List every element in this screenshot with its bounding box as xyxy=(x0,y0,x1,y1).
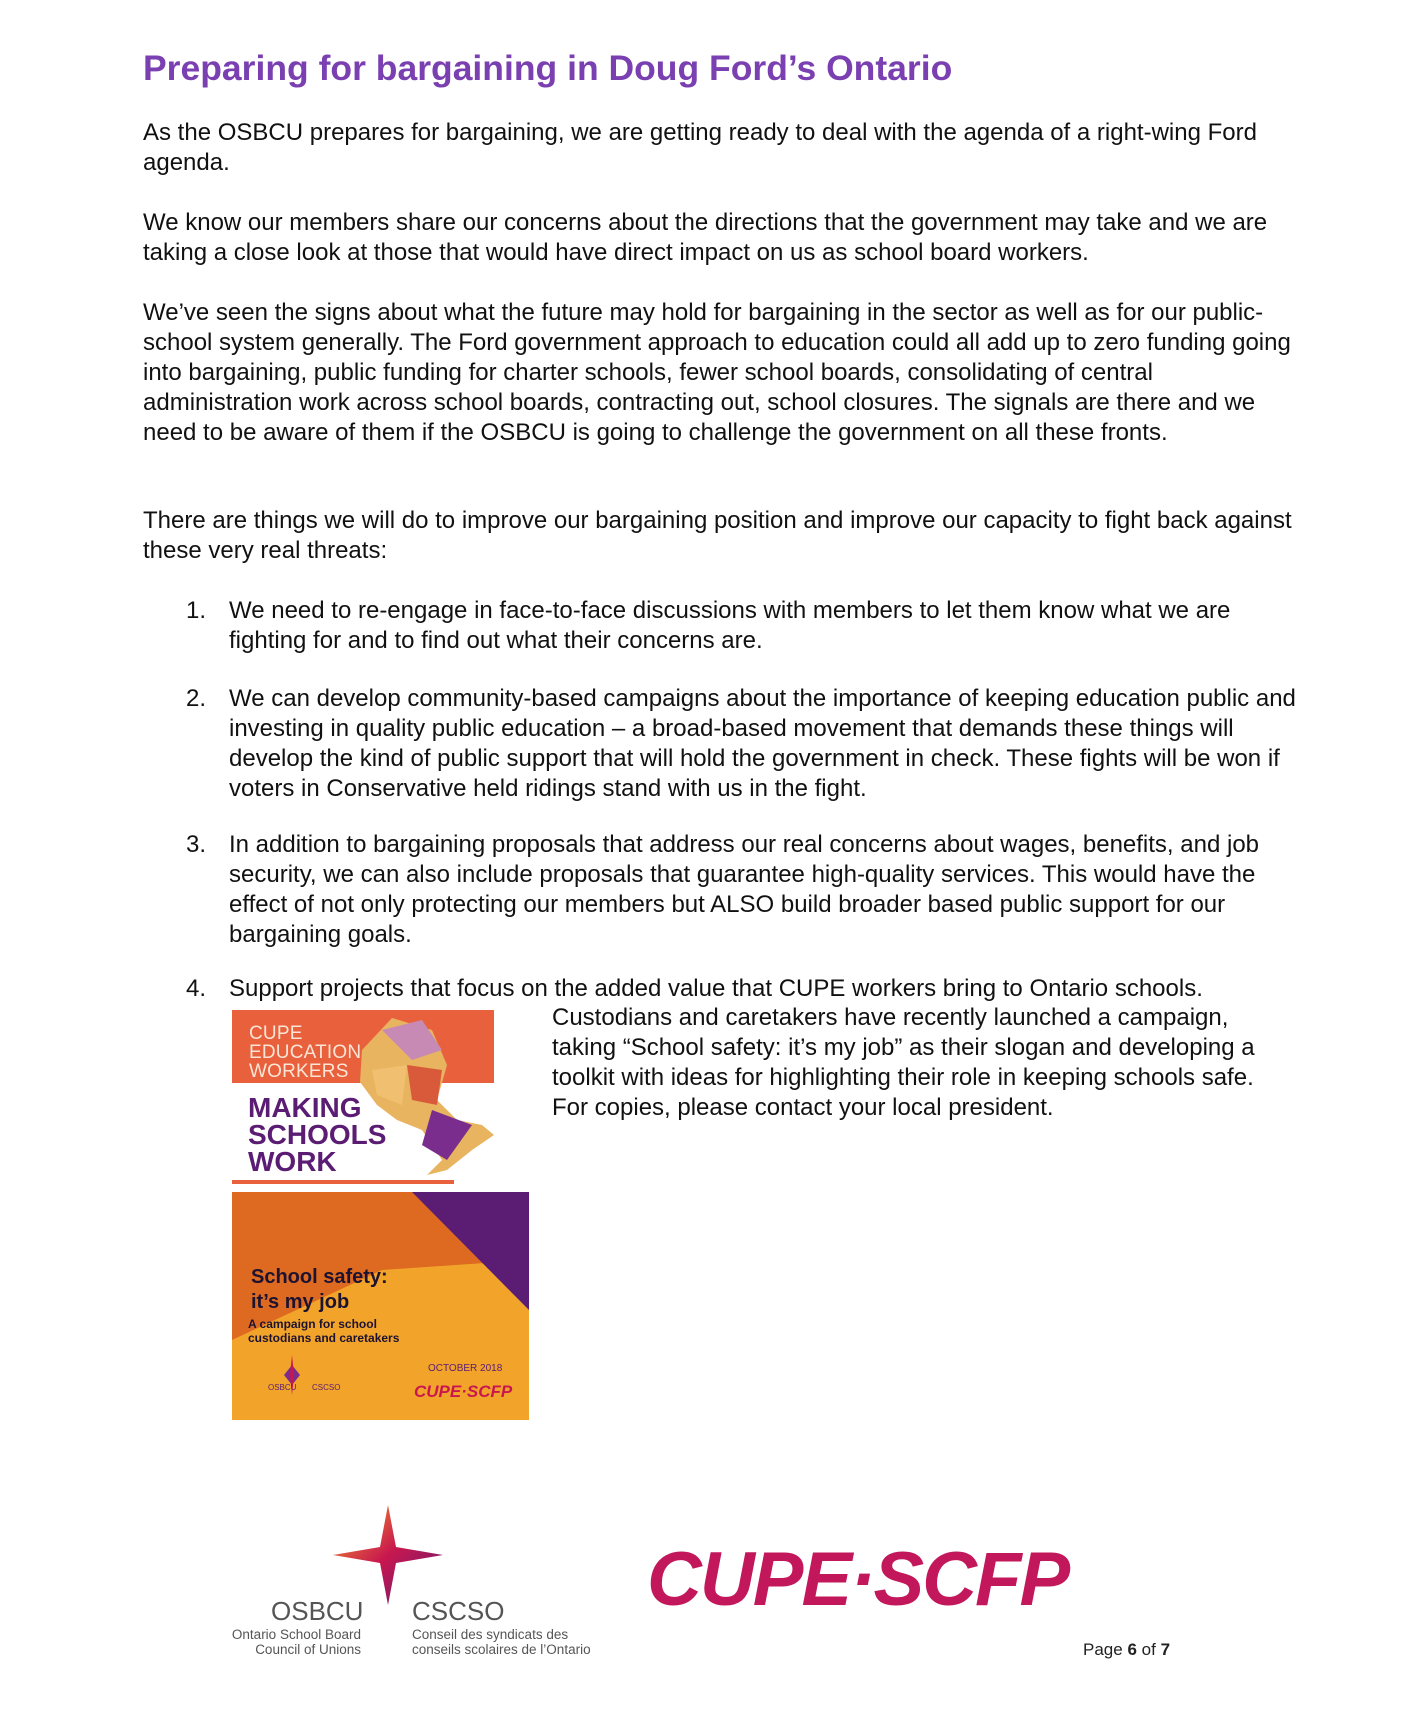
page-title: Preparing for bargaining in Doug Ford’s Ontario xyxy=(143,48,953,88)
poster-header: CUPE EDUCATION WORKERS xyxy=(249,1023,362,1082)
osbcu-star-logo-icon xyxy=(328,1505,448,1605)
list-item-text: We need to re-engage in face-to-face discussions with members to let them know what we are fighting for and to find out what their concerns are. xyxy=(229,597,1231,654)
poster-cscso: CSCSO xyxy=(312,1383,341,1392)
osbcu-logo-text: OSBCU xyxy=(271,1596,364,1626)
poster-osbcu: OSBCU xyxy=(268,1383,297,1392)
poster-slogan-line1: School safety: xyxy=(251,1266,388,1288)
cupe-scfp-logo: CUPE·SCFP xyxy=(647,1537,1069,1622)
campaign-poster-image xyxy=(232,1010,529,1420)
list-item-4-continuation: Custodians and caretakers have recently launched a campaign, taking “School safety: it’s my job” as their slogan and developing a toolkit with ideas for highlighting their role in keeping schools safe. For copies, please contact your local president. xyxy=(552,1004,1255,1121)
poster-cupe-logo: CUPE·SCFP xyxy=(414,1382,513,1401)
page-total: 7 xyxy=(1160,1640,1171,1659)
list-number: 1. xyxy=(186,597,207,624)
poster-title: MAKING SCHOOLS WORK xyxy=(248,1092,387,1177)
page-current: 6 xyxy=(1127,1640,1137,1659)
list-number: 3. xyxy=(186,831,207,858)
list-number: 4. xyxy=(186,975,207,1002)
list-number: 2. xyxy=(186,685,207,712)
list-item-text: Support projects that focus on the added value that CUPE workers bring to Ontario schools. xyxy=(229,975,1203,1002)
paragraph-actions-intro: There are things we will do to improve our bargaining position and improve our capacity to fight back against these very real threats: xyxy=(143,507,1292,564)
list-item-text: We can develop community-based campaigns about the importance of keeping education public and investing in quality public education – a broad-based movement that demands these things will develop the kind of public support that will hold the government in check. These fights will be won if voters in Conservative held ridings stand with us in the fight. xyxy=(229,685,1296,802)
paragraph-signs: We’ve seen the signs about what the future may hold for bargaining in the sector as well as for our public-school system generally. The Ford government approach to education could all add up to zero funding going into bargaining, public funding for charter schools, fewer school boards, consolidating of central administration work across school boards, contracting out, school closures. The signals are there and we need to be aware of them if the OSBCU is going to challenge the government on all these fronts. xyxy=(143,299,1291,446)
page-number xyxy=(1083,1640,1170,1660)
poster-date: OCTOBER 2018 xyxy=(428,1363,503,1374)
poster-slogan-line2: it’s my job xyxy=(251,1291,350,1313)
list-item-text: In addition to bargaining proposals that address our real concerns about wages, benefits, and job security, we can also include proposals that guarantee high-quality services. This would have the effect of not only protecting our members but ALSO build broader based public support for our bargaining goals. xyxy=(229,831,1260,948)
page-of: of xyxy=(1141,1640,1156,1659)
paragraph-intro: As the OSBCU prepares for bargaining, we are getting ready to deal with the agenda of a right-wing Ford agenda. xyxy=(143,119,1257,176)
cscso-description: Conseil des syndicats des conseils scolaires de l’Ontario xyxy=(412,1627,591,1657)
cscso-logo-text: CSCSO xyxy=(412,1596,505,1626)
paragraph-concerns: We know our members share our concerns about the directions that the government may take and we are taking a close look at those that would have direct impact on us as school board workers. xyxy=(143,209,1268,266)
poster-tagline: A campaign for school custodians and caretakers xyxy=(248,1317,400,1345)
osbcu-description: Ontario School Board Council of Unions xyxy=(231,1627,361,1657)
page-label: Page xyxy=(1083,1640,1123,1659)
